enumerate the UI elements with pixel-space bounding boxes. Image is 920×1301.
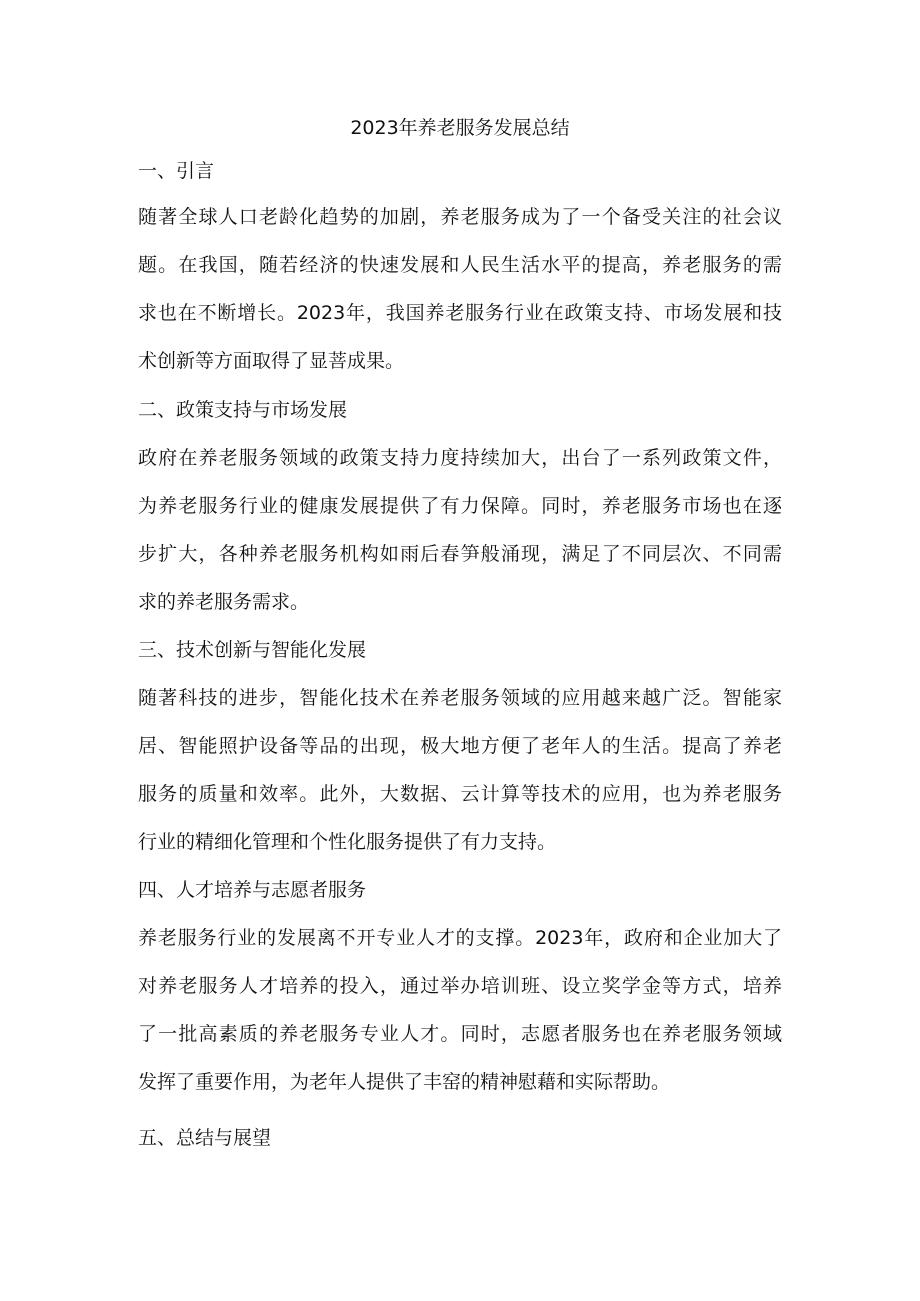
paragraph-line: 随著全球人口老龄化趋势的加剧，养老服务成为了一个备受关注的社会议 [138,206,782,228]
paragraph-line: 政府在养老服务领域的政策支持力度持续加大，出台了一系列政策文件， [138,447,782,469]
paragraph-line: 对养老服务人才培养的投入，通过举办培训班、设立奖学金等方式，培养 [138,975,782,997]
section-heading-intro: 一、引言 [138,160,215,182]
section-heading-technology: 三、技术创新与智能化发展 [138,639,367,661]
paragraph-line: 养老服务行业的发展离不开专业人才的支撑。2023年，政府和企业加大了 [138,927,782,949]
paragraph-line: 行业的精细化管理和个性化服务提供了有力支持。 [138,831,557,853]
paragraph-line: 服务的质量和效率。此外，大数据、云计算等技术的应用，也为养老服务 [138,783,782,805]
paragraph-line: 发挥了重要作用，为老年人提供了丰窑的精神慰藉和实际帮助。 [138,1071,671,1093]
section-heading-talent: 四、人才培养与志愿者服务 [138,879,367,901]
paragraph-line: 步扩大，各种养老服务机构如雨后春笋般涌现，满足了不同层次、不同需 [138,543,782,565]
paragraph-line: 术创新等方面取得了显菩成果。 [138,350,405,372]
paragraph-line: 随著科技的进步，智能化技术在养老服务领域的应用越来越广泛。智能家 [138,687,782,709]
paragraph-line: 居、智能照护设备等品的出现，极大地方便了老年人的生活。提高了养老 [138,735,782,757]
paragraph-line: 题。在我国，随若经济的快速发展和人民生活水平的提高，养老服务的需 [138,254,782,276]
section-heading-summary: 五、总结与展望 [138,1127,272,1149]
paragraph-line: 了一批高素质的养老服务专业人才。同时，志愿者服务也在养老服务领域 [138,1023,782,1045]
paragraph-line: 求的养老服务需求。 [138,591,310,613]
paragraph-line: 为养老服务行业的健康发展提供了有力保障。同时，养老服务市场也在逐 [138,495,782,517]
section-heading-policy: 二、政策支持与市场发展 [138,399,348,421]
document-title: 2023年养老服务发展总结 [350,117,570,139]
paragraph-line: 求也在不断增长。2023年，我国养老服务行业在政策支持、市场发展和技 [138,302,782,324]
